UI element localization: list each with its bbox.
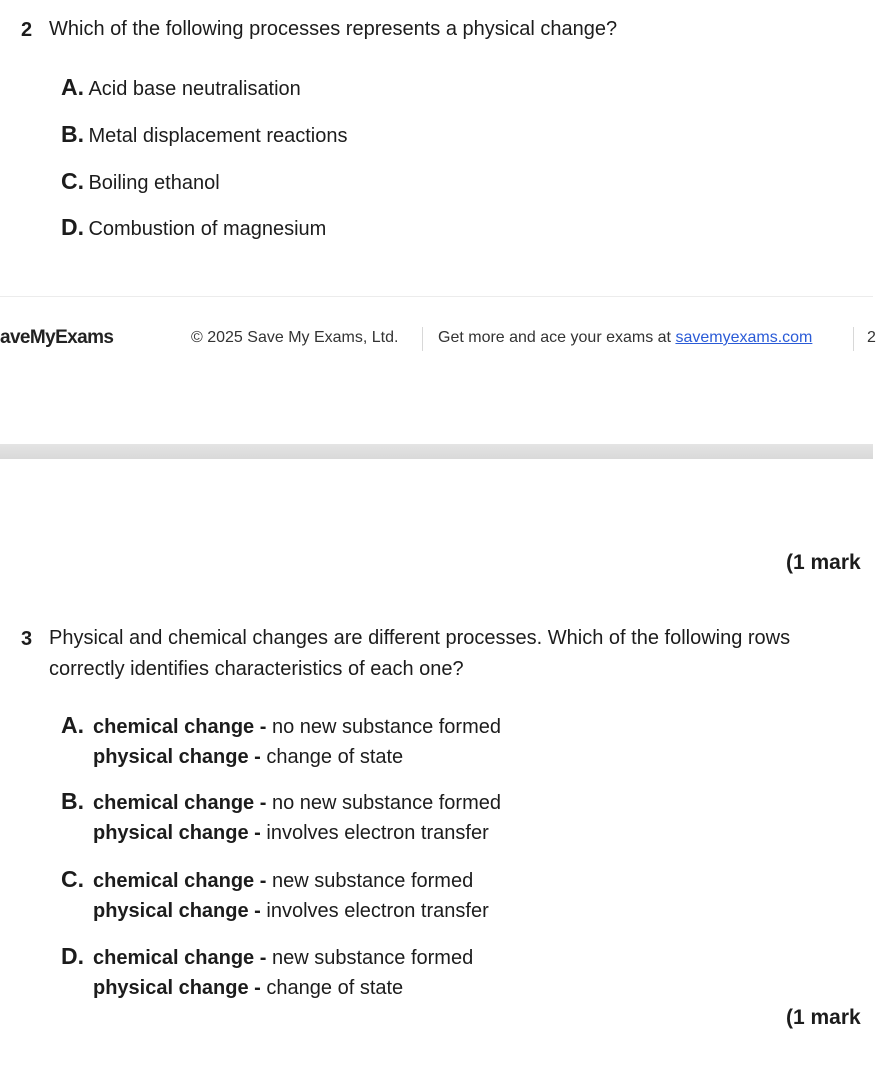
option-letter: A. xyxy=(61,712,84,738)
footer-separator xyxy=(853,327,854,351)
option-letter: B. xyxy=(61,121,84,147)
footer-divider xyxy=(0,296,873,297)
page-break-band xyxy=(0,444,873,459)
question-3-mark: (1 mark xyxy=(786,1006,861,1029)
footer-cta xyxy=(438,329,812,347)
option-text: Boiling ethanol xyxy=(88,172,220,194)
question-text-line1: Physical and chemical changes are different processes. Which of the following rows xyxy=(49,627,791,649)
option-line-physical: physical change - involves electron transfer xyxy=(93,900,489,922)
page-number: 2 xyxy=(867,329,876,346)
question-number: 2 xyxy=(21,19,33,41)
option-line-chemical: chemical change - new substance formed xyxy=(93,870,474,892)
option-b[interactable] xyxy=(61,121,347,148)
option-letter: C. xyxy=(61,866,84,892)
option-line-physical: physical change - change of state xyxy=(93,977,404,999)
option-text: Metal displacement reactions xyxy=(88,125,348,147)
copyright-text: © 2025 Save My Exams, Ltd. xyxy=(191,329,399,346)
footer-link[interactable]: savemyexams.com xyxy=(675,329,813,346)
question-text: Which of the following processes represents a physical change? xyxy=(49,18,618,40)
option-letter: A. xyxy=(61,74,84,100)
option-a[interactable] xyxy=(61,74,301,101)
footer-cta-text: Get more and ace your exams at xyxy=(438,329,671,346)
option-letter: C. xyxy=(61,168,84,194)
option-letter: B. xyxy=(61,788,84,814)
option-line-chemical: chemical change - no new substance formed xyxy=(93,716,501,738)
option-line-chemical: chemical change - no new substance formed xyxy=(93,792,501,814)
option-d[interactable] xyxy=(61,214,326,241)
option-c[interactable] xyxy=(61,168,220,195)
question-number: 3 xyxy=(21,628,33,650)
question-text-line2: correctly identifies characteristics of each one? xyxy=(49,658,464,680)
option-letter: D. xyxy=(61,214,84,240)
option-text: Combustion of magnesium xyxy=(88,218,327,240)
option-line-physical: physical change - involves electron transfer xyxy=(93,822,489,844)
option-text: Acid base neutralisation xyxy=(88,78,301,100)
option-line-chemical: chemical change - new substance formed xyxy=(93,947,474,969)
option-line-physical: physical change - change of state xyxy=(93,746,404,768)
brand-logo: aveMyExams xyxy=(0,327,114,348)
question-2-mark: (1 mark xyxy=(786,551,861,574)
option-letter: D. xyxy=(61,943,84,969)
footer-separator xyxy=(422,327,423,351)
